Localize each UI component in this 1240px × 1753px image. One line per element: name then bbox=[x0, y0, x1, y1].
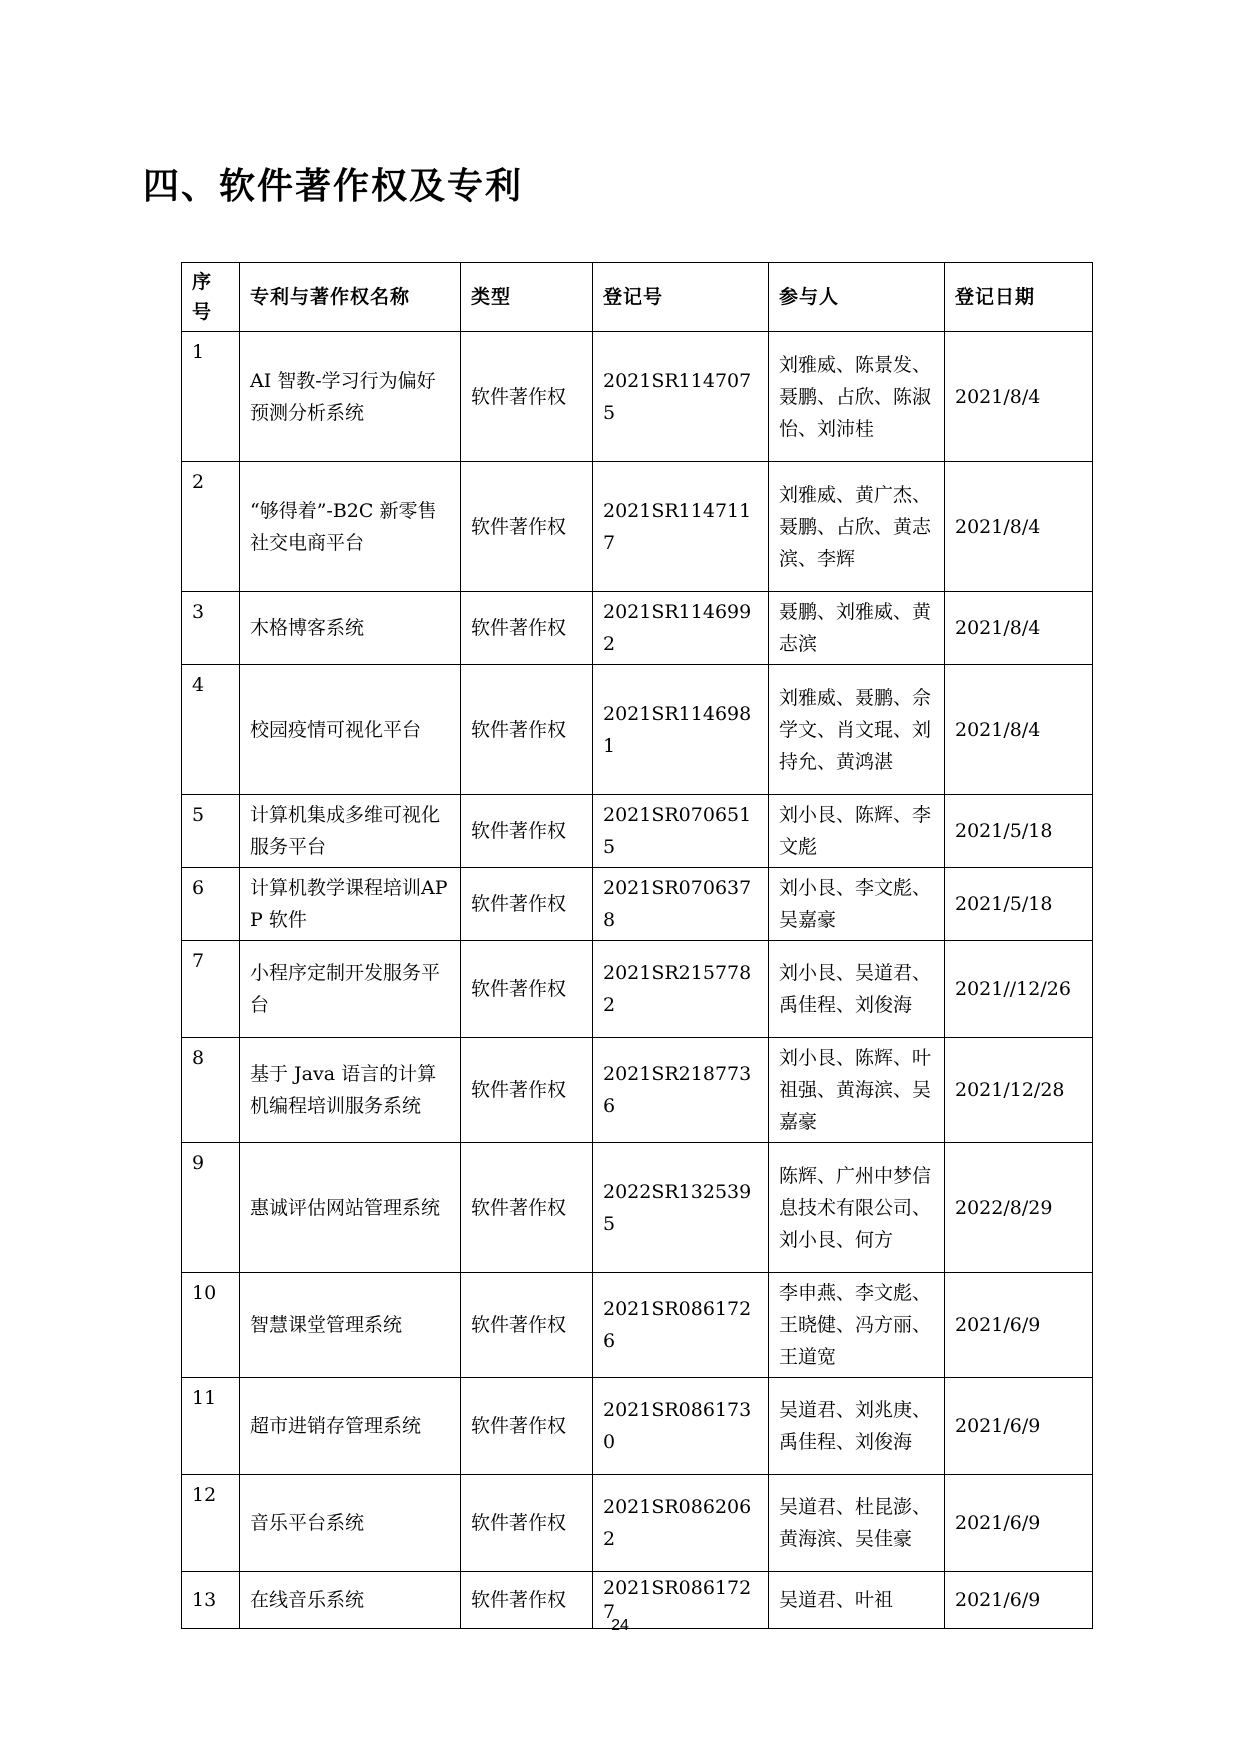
row-index: 7 bbox=[182, 941, 240, 1038]
row-name: 木格博客系统 bbox=[240, 592, 461, 665]
row-index: 1 bbox=[182, 332, 240, 462]
row-date: 2021/8/4 bbox=[945, 665, 1093, 795]
row-type: 软件著作权 bbox=[461, 1572, 593, 1629]
row-type: 软件著作权 bbox=[461, 1378, 593, 1475]
row-reg-number: 2021SR0861726 bbox=[593, 1273, 769, 1378]
row-type: 软件著作权 bbox=[461, 1273, 593, 1378]
row-index: 5 bbox=[182, 795, 240, 868]
row-date: 2022/8/29 bbox=[945, 1143, 1093, 1273]
row-reg-number: 2021SR1147117 bbox=[593, 462, 769, 592]
table-row bbox=[182, 1475, 1093, 1572]
row-type: 软件著作权 bbox=[461, 332, 593, 462]
row-date: 2021//12/26 bbox=[945, 941, 1093, 1038]
table-row bbox=[182, 941, 1093, 1038]
row-type: 软件著作权 bbox=[461, 868, 593, 941]
row-date: 2021/5/18 bbox=[945, 868, 1093, 941]
row-participants: 刘小艮、陈辉、叶祖强、黄海滨、吴嘉豪 bbox=[769, 1038, 945, 1143]
row-date: 2021/8/4 bbox=[945, 462, 1093, 592]
row-participants: 刘雅威、陈景发、聂鹏、占欣、陈淑怡、刘沛桂 bbox=[769, 332, 945, 462]
row-participants: 刘雅威、黄广杰、聂鹏、占欣、黄志滨、李辉 bbox=[769, 462, 945, 592]
row-index: 4 bbox=[182, 665, 240, 795]
table-row bbox=[182, 868, 1093, 941]
row-index: 9 bbox=[182, 1143, 240, 1273]
row-participants: 刘雅威、聂鹏、佘学文、肖文琨、刘持允、黄鸿湛 bbox=[769, 665, 945, 795]
row-index: 6 bbox=[182, 868, 240, 941]
row-reg-number: 2021SR0861730 bbox=[593, 1378, 769, 1475]
row-reg-number: 2021SR0862062 bbox=[593, 1475, 769, 1572]
row-name: 在线音乐系统 bbox=[240, 1572, 461, 1629]
header-name: 专利与著作权名称 bbox=[240, 263, 461, 332]
row-participants: 刘小艮、李文彪、吴嘉豪 bbox=[769, 868, 945, 941]
row-type: 软件著作权 bbox=[461, 1143, 593, 1273]
row-reg-number: 2021SR1146992 bbox=[593, 592, 769, 665]
row-name: 计算机教学课程培训APP 软件 bbox=[240, 868, 461, 941]
row-reg-number: 2022SR1325395 bbox=[593, 1143, 769, 1273]
row-name: 校园疫情可视化平台 bbox=[240, 665, 461, 795]
row-type: 软件著作权 bbox=[461, 795, 593, 868]
table-row bbox=[182, 795, 1093, 868]
row-type: 软件著作权 bbox=[461, 1038, 593, 1143]
row-date: 2021/6/9 bbox=[945, 1572, 1093, 1629]
row-type: 软件著作权 bbox=[461, 462, 593, 592]
row-type: 软件著作权 bbox=[461, 1475, 593, 1572]
row-index: 3 bbox=[182, 592, 240, 665]
row-reg-number: 2021SR1147075 bbox=[593, 332, 769, 462]
row-date: 2021/6/9 bbox=[945, 1273, 1093, 1378]
row-date: 2021/6/9 bbox=[945, 1378, 1093, 1475]
row-name: 音乐平台系统 bbox=[240, 1475, 461, 1572]
row-name: 计算机集成多维可视化服务平台 bbox=[240, 795, 461, 868]
row-name: AI 智教-学习行为偏好预测分析系统 bbox=[240, 332, 461, 462]
row-reg-number: 2021SR0706515 bbox=[593, 795, 769, 868]
table-row bbox=[182, 592, 1093, 665]
row-index: 2 bbox=[182, 462, 240, 592]
row-type: 软件著作权 bbox=[461, 941, 593, 1038]
row-reg-number: 2021SR2157782 bbox=[593, 941, 769, 1038]
table-header-row bbox=[182, 263, 1093, 332]
row-name: 超市进销存管理系统 bbox=[240, 1378, 461, 1475]
row-name: 基于 Java 语言的计算机编程培训服务系统 bbox=[240, 1038, 461, 1143]
row-reg-number: 2021SR0706378 bbox=[593, 868, 769, 941]
header-reg-number: 登记号 bbox=[593, 263, 769, 332]
table-row bbox=[182, 332, 1093, 462]
row-type: 软件著作权 bbox=[461, 592, 593, 665]
row-index: 12 bbox=[182, 1475, 240, 1572]
row-date: 2021/6/9 bbox=[945, 1475, 1093, 1572]
row-participants: 刘小艮、吴道君、禹佳程、刘俊海 bbox=[769, 941, 945, 1038]
row-index: 8 bbox=[182, 1038, 240, 1143]
row-reg-number: 2021SR1146981 bbox=[593, 665, 769, 795]
row-date: 2021/8/4 bbox=[945, 592, 1093, 665]
row-name: “够得着”-B2C 新零售社交电商平台 bbox=[240, 462, 461, 592]
page-number: 24 bbox=[611, 1617, 629, 1634]
row-participants: 吴道君、刘兆庚、禹佳程、刘俊海 bbox=[769, 1378, 945, 1475]
header-participants: 参与人 bbox=[769, 263, 945, 332]
row-participants: 李申燕、李文彪、王晓健、冯方丽、王道宽 bbox=[769, 1273, 945, 1378]
header-index: 序号 bbox=[182, 263, 240, 332]
row-reg-number: 2021SR0861727 bbox=[593, 1572, 769, 1629]
row-participants: 吴道君、叶祖 bbox=[769, 1572, 945, 1629]
row-reg-number: 2021SR2187736 bbox=[593, 1038, 769, 1143]
table-row bbox=[182, 1143, 1093, 1273]
row-participants: 陈辉、广州中梦信息技术有限公司、刘小艮、何方 bbox=[769, 1143, 945, 1273]
copyright-table bbox=[181, 262, 1093, 1629]
row-participants: 刘小艮、陈辉、李文彪 bbox=[769, 795, 945, 868]
table-row bbox=[182, 1378, 1093, 1475]
table-row bbox=[182, 1038, 1093, 1143]
row-date: 2021/8/4 bbox=[945, 332, 1093, 462]
row-index: 13 bbox=[182, 1572, 240, 1629]
header-reg-date: 登记日期 bbox=[945, 263, 1093, 332]
row-participants: 聂鹏、刘雅威、黄志滨 bbox=[769, 592, 945, 665]
row-name: 小程序定制开发服务平台 bbox=[240, 941, 461, 1038]
section-heading: 四、软件著作权及专利 bbox=[143, 166, 524, 207]
row-participants: 吴道君、杜昆澎、黄海滨、吴佳豪 bbox=[769, 1475, 945, 1572]
row-type: 软件著作权 bbox=[461, 665, 593, 795]
table-row bbox=[182, 665, 1093, 795]
table-row bbox=[182, 462, 1093, 592]
header-type: 类型 bbox=[461, 263, 593, 332]
row-date: 2021/12/28 bbox=[945, 1038, 1093, 1143]
row-index: 10 bbox=[182, 1273, 240, 1378]
table-row bbox=[182, 1273, 1093, 1378]
row-date: 2021/5/18 bbox=[945, 795, 1093, 868]
row-name: 智慧课堂管理系统 bbox=[240, 1273, 461, 1378]
row-name: 惠诚评估网站管理系统 bbox=[240, 1143, 461, 1273]
row-index: 11 bbox=[182, 1378, 240, 1475]
